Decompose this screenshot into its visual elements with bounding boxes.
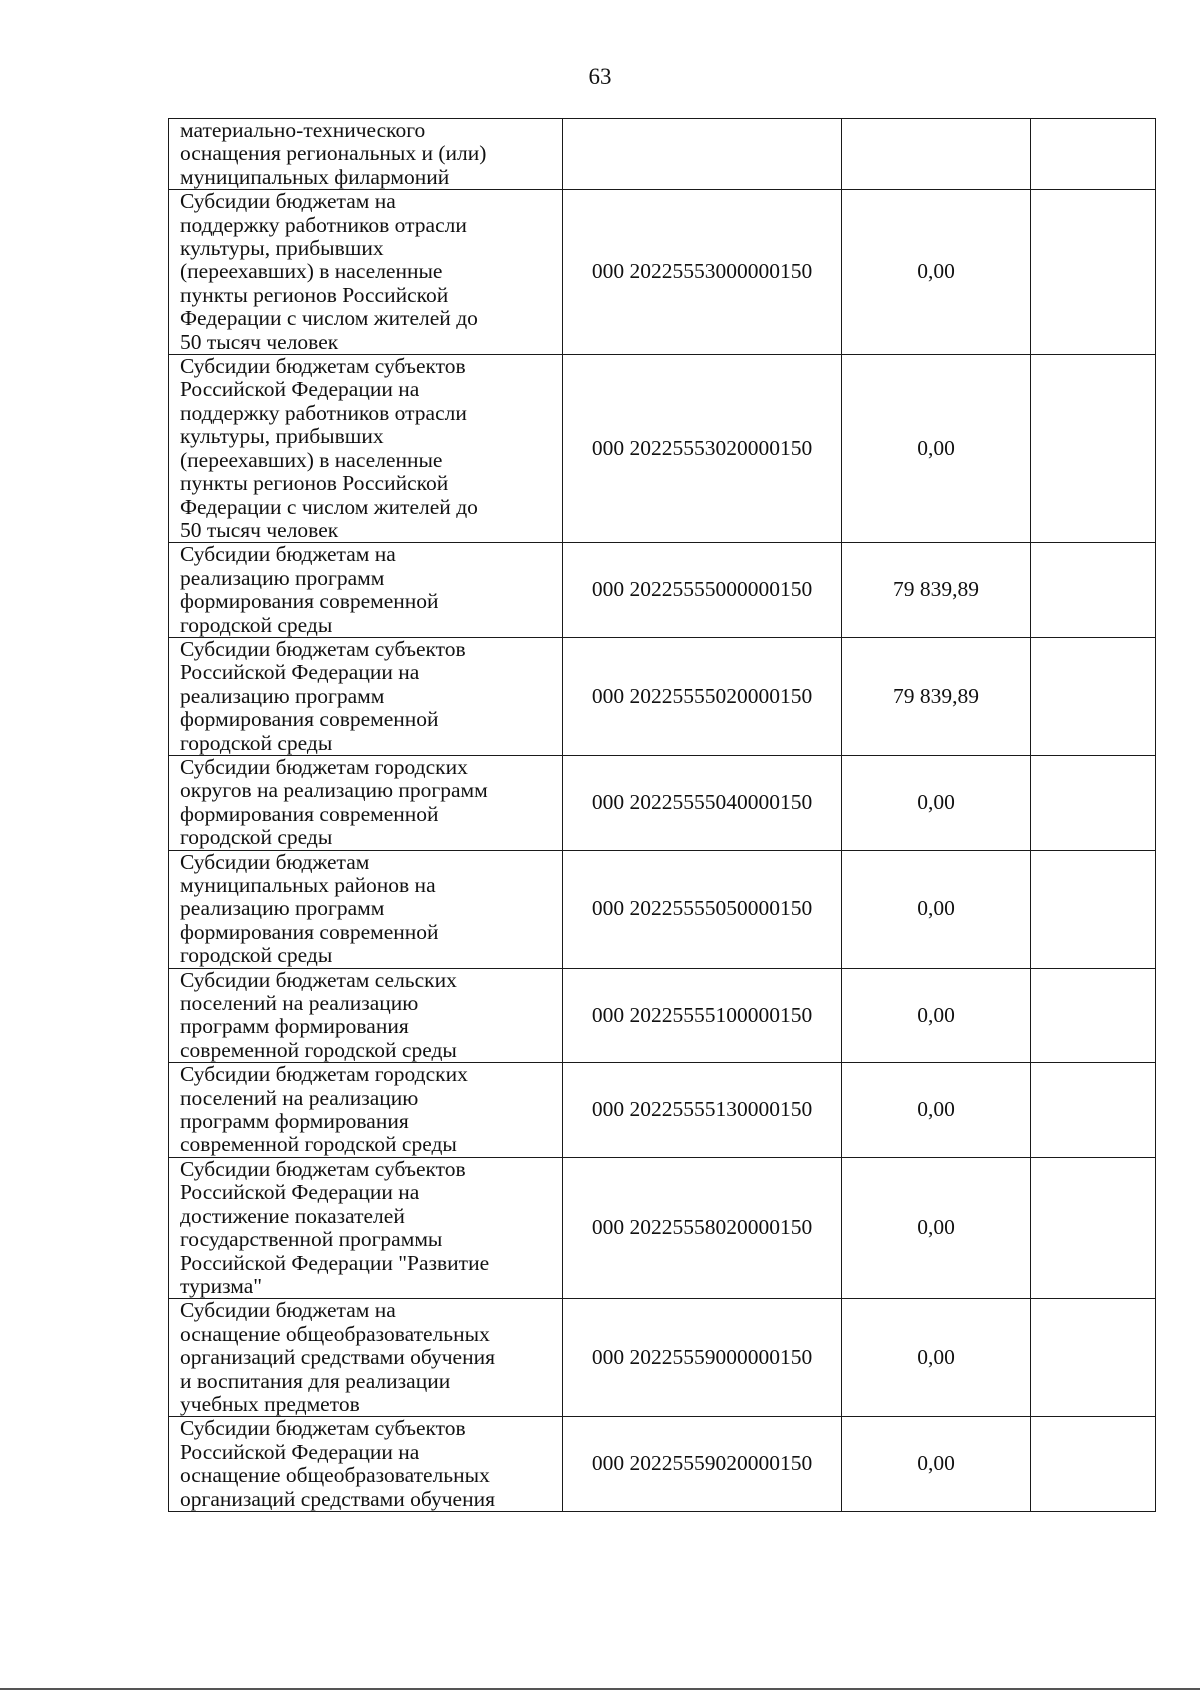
extra-cell	[1031, 119, 1156, 190]
income-name-cell	[169, 119, 563, 190]
income-name-cell	[169, 637, 563, 755]
table-row	[169, 1063, 1156, 1158]
income-name-cell	[169, 543, 563, 638]
income-name: Субсидии бюджетам субъектов Российской Федерации на достижение показателей государственной программы Российской Федерации "Развитие туризма"	[180, 1156, 490, 1298]
income-name-cell	[169, 755, 563, 850]
extra-cell	[1031, 190, 1156, 355]
extra-cell	[1031, 755, 1156, 850]
income-name: Субсидии бюджетам на реализацию программ формирования современной городской среды	[180, 542, 439, 637]
income-name-cell	[169, 968, 563, 1063]
table-row	[169, 968, 1156, 1063]
income-name-cell	[169, 1299, 563, 1417]
income-name: Субсидии бюджетам субъектов Российской Федерации на поддержку работников отрасли культуры, прибывших (переехавших) в населенные пункты регионов Российской Федерации с числом жителей до 50 тысяч человек	[180, 354, 478, 542]
extra-cell	[1031, 968, 1156, 1063]
extra-cell	[1031, 1063, 1156, 1158]
income-name: Субсидии бюджетам на поддержку работников отрасли культуры, прибывших (переехавших) в населенные пункты регионов Российской Федерации с числом жителей до 50 тысяч человек	[180, 189, 478, 354]
table-row	[169, 1299, 1156, 1417]
page-number: 63	[588, 64, 612, 89]
income-name-cell	[169, 1157, 563, 1298]
table-row	[169, 543, 1156, 638]
income-name: Субсидии бюджетам субъектов Российской Федерации на оснащение общеобразовательных организаций средствами обучения	[180, 1416, 496, 1511]
income-name: Субсидии бюджетам сельских поселений на реализацию программ формирования современной городской среды	[180, 967, 457, 1062]
budget-code: 000 20225555100000150	[563, 968, 842, 1063]
budget-code: 000 20225555130000150	[563, 1063, 842, 1158]
extra-cell	[1031, 543, 1156, 638]
income-name-cell	[169, 1063, 563, 1158]
budget-code: 000 20225553020000150	[563, 355, 842, 543]
income-name: материально-технического оснащения региональных и (или) муниципальных филармоний	[180, 118, 487, 189]
budget-code: 000 20225558020000150	[563, 1157, 842, 1298]
extra-cell	[1031, 1157, 1156, 1298]
budget-code: 000 20225555050000150	[563, 850, 842, 968]
amount: 0,00	[842, 968, 1031, 1063]
extra-cell	[1031, 1299, 1156, 1417]
table-row	[169, 119, 1156, 190]
amount: 0,00	[842, 1299, 1031, 1417]
income-name: Субсидии бюджетам муниципальных районов на реализацию программ формирования современной городской среды	[180, 849, 439, 968]
amount: 79 839,89	[842, 637, 1031, 755]
extra-cell	[1031, 637, 1156, 755]
income-name: Субсидии бюджетам городских округов на реализацию программ формирования современной городской среды	[180, 754, 488, 850]
budget-table	[168, 118, 1156, 1512]
amount: 0,00	[842, 1063, 1031, 1158]
amount: 0,00	[842, 1157, 1031, 1298]
budget-code: 000 20225559000000150	[563, 1299, 842, 1417]
income-name-cell	[169, 850, 563, 968]
table-row	[169, 355, 1156, 543]
extra-cell	[1031, 1417, 1156, 1512]
amount: 0,00	[842, 190, 1031, 355]
amount: 79 839,89	[842, 543, 1031, 638]
budget-code: 000 20225555020000150	[563, 637, 842, 755]
table-row	[169, 190, 1156, 355]
income-name-cell	[169, 1417, 563, 1512]
income-name-cell	[169, 190, 563, 355]
amount: 0,00	[842, 755, 1031, 850]
budget-code: 000 20225555000000150	[563, 543, 842, 638]
amount: 0,00	[842, 355, 1031, 543]
table-row	[169, 637, 1156, 755]
amount	[842, 119, 1031, 190]
income-name: Субсидии бюджетам на оснащение общеобразовательных организаций средствами обучения и воспитания для реализации учебных предметов	[180, 1298, 496, 1416]
income-name: Субсидии бюджетам субъектов Российской Федерации на реализацию программ формирования современной городской среды	[180, 636, 466, 755]
table-row	[169, 755, 1156, 850]
table-row	[169, 1417, 1156, 1512]
amount: 0,00	[842, 850, 1031, 968]
table-row	[169, 1157, 1156, 1298]
budget-code: 000 20225553000000150	[563, 190, 842, 355]
extra-cell	[1031, 850, 1156, 968]
income-name-cell	[169, 355, 563, 543]
table-row	[169, 850, 1156, 968]
income-name: Субсидии бюджетам городских поселений на реализацию программ формирования современной городской среды	[180, 1062, 468, 1157]
page-bottom-edge	[0, 1688, 1200, 1690]
budget-code	[563, 119, 842, 190]
budget-code: 000 20225555040000150	[563, 755, 842, 850]
budget-code: 000 20225559020000150	[563, 1417, 842, 1512]
extra-cell	[1031, 355, 1156, 543]
amount: 0,00	[842, 1417, 1031, 1512]
